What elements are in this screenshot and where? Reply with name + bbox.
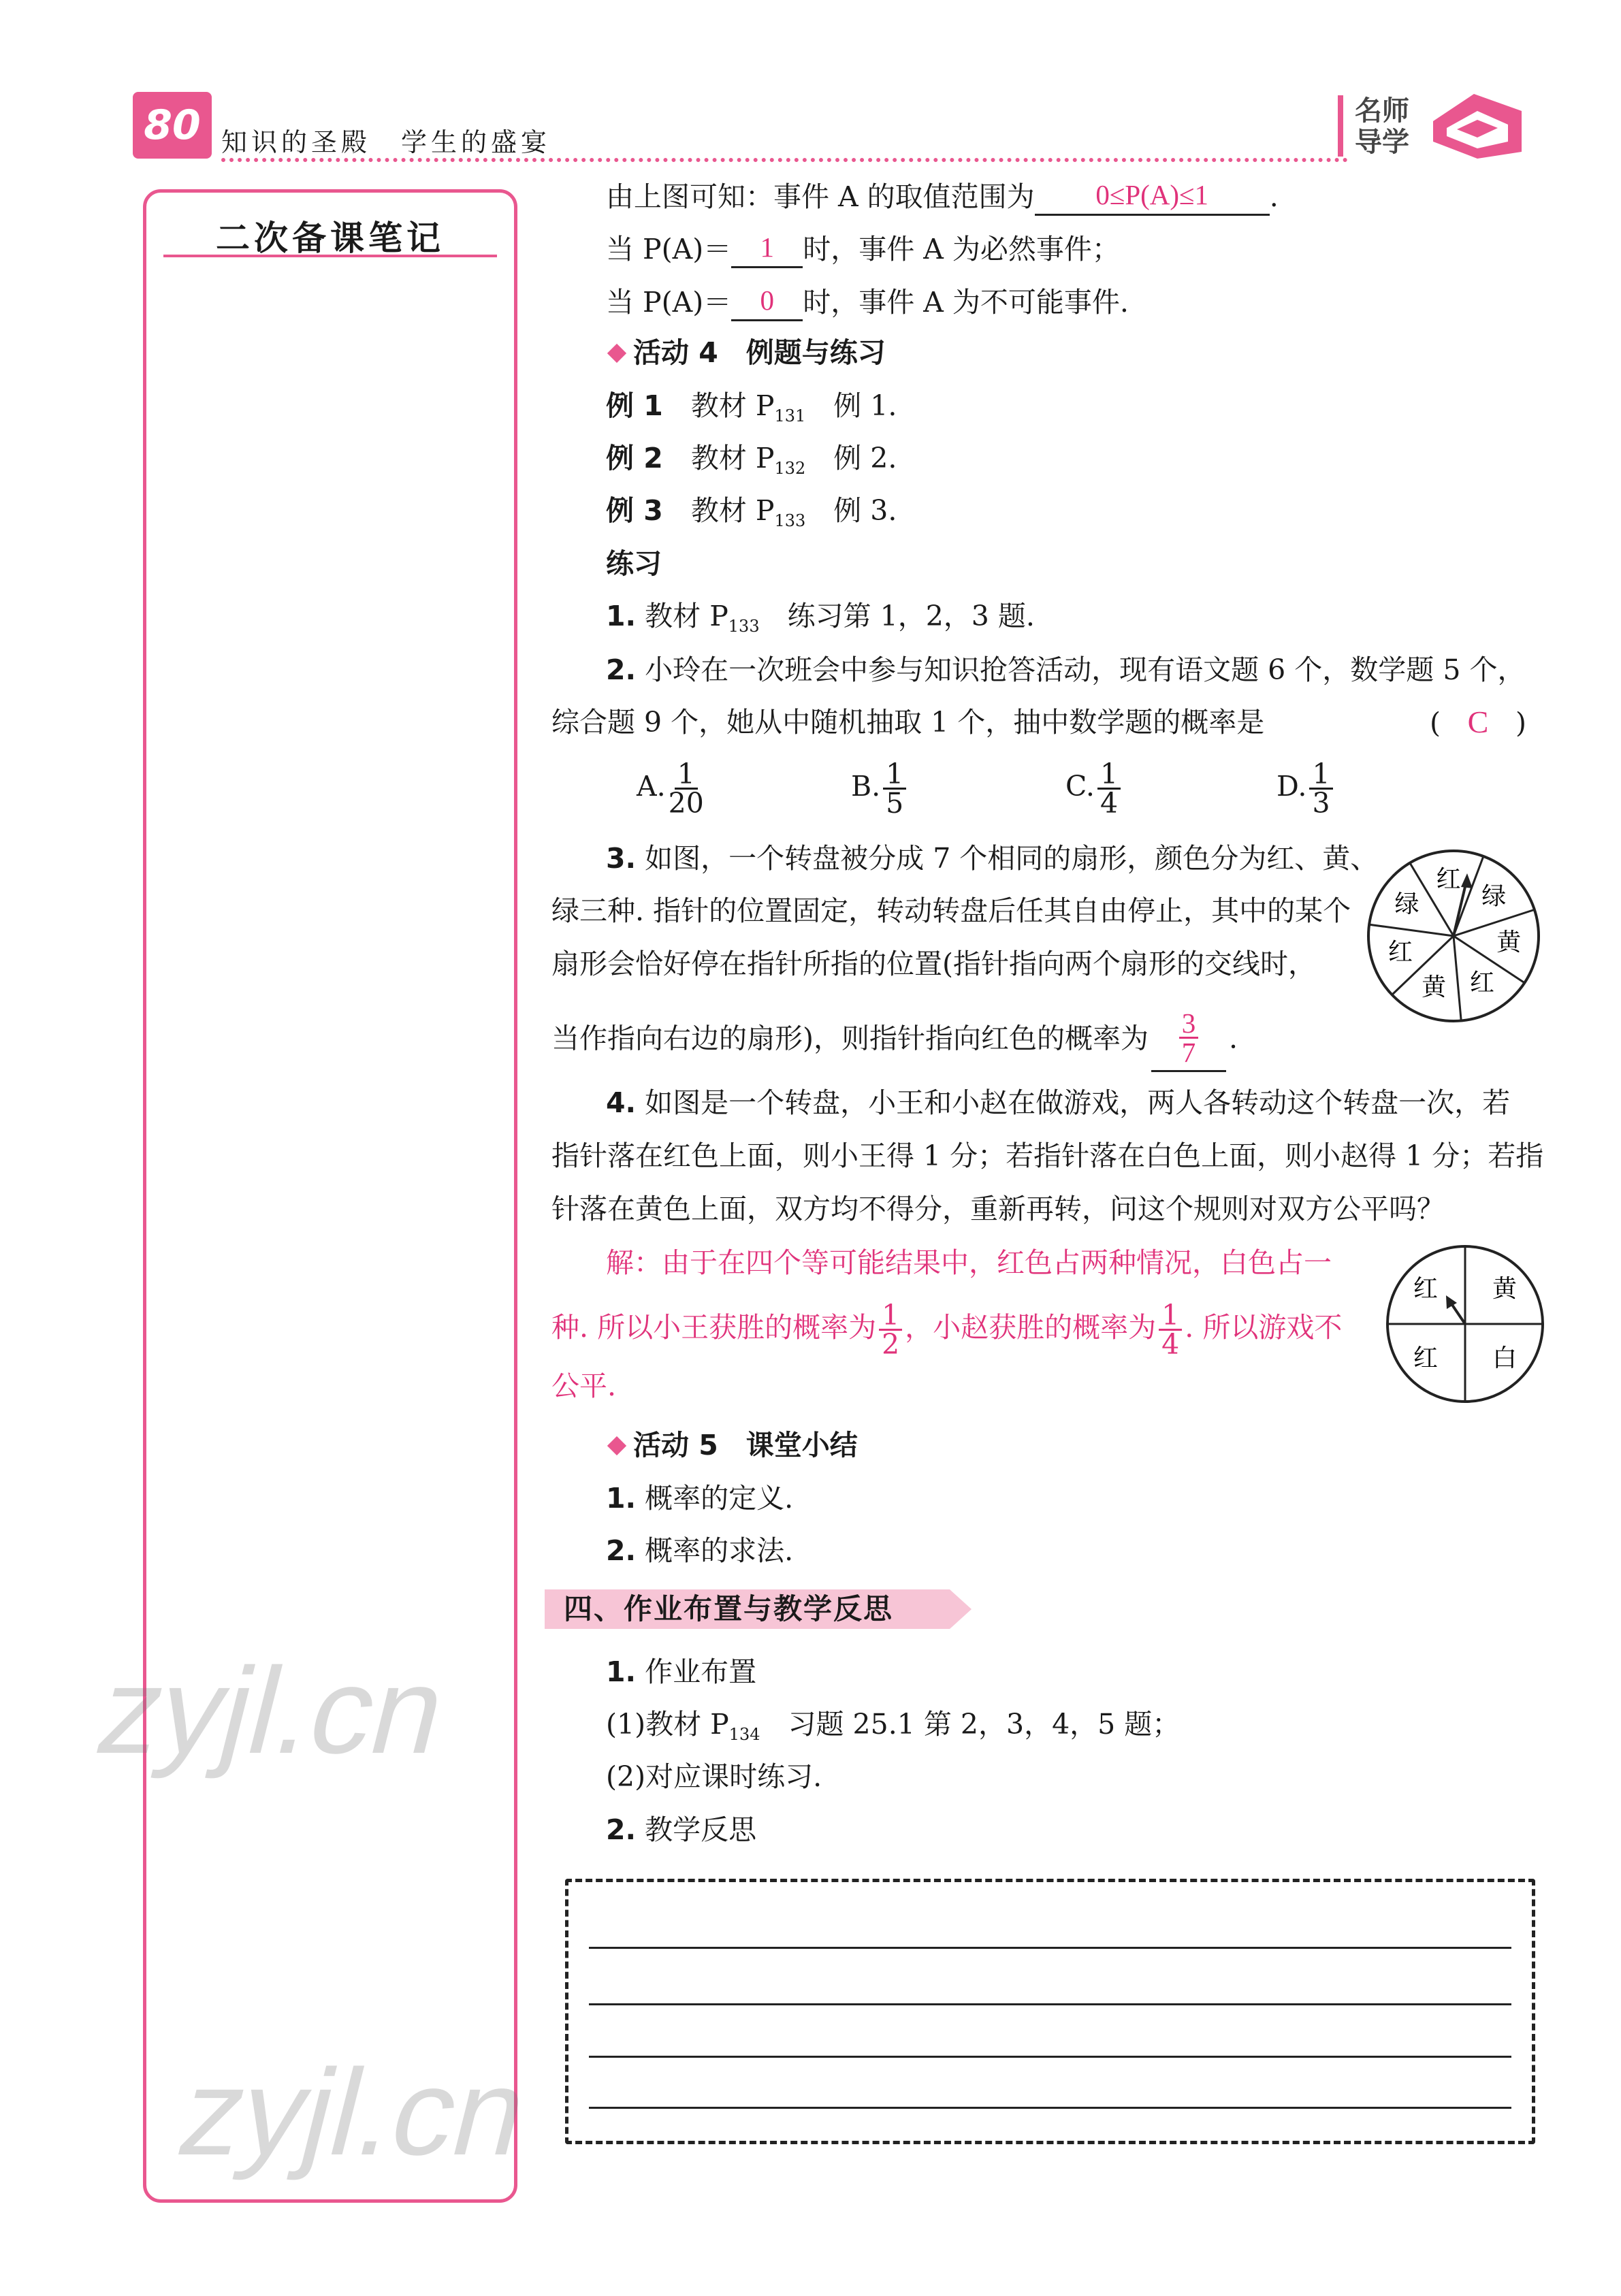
question-3-line-3: 扇形会恰好停在指针所指的位置(指针指向两个扇形的交线时， bbox=[551, 948, 1316, 980]
sector-label: 红 bbox=[1436, 865, 1461, 894]
question-4-line-1: 4. 如图是一个转盘，小王和小赵在做游戏，两人各转动这个转盘一次，若 bbox=[606, 1086, 1511, 1119]
option-b: B. $\frac{1}{5}$ bbox=[851, 756, 909, 817]
sidebar-title-underline bbox=[163, 255, 497, 257]
reflection-heading: 2. 教学反思 bbox=[606, 1813, 757, 1846]
example-3: 例 3 教材 $P_{133}$ 例 3. bbox=[606, 494, 897, 531]
question-4-line-2: 指针落在红色上面，则小王得 1 分；若指针落在白色上面，则小赵得 1 分；若指 bbox=[551, 1139, 1544, 1172]
example-2: 例 2 教材 $P_{132}$ 例 2. bbox=[606, 442, 897, 479]
range-line: 由上图可知：事件 A 的取值范围为 0≤P(A)≤1 . bbox=[606, 176, 1279, 216]
diamond-bullet-icon bbox=[607, 1436, 626, 1455]
question-2-answer: ( C ) bbox=[1430, 705, 1526, 739]
sector-label: 黄 bbox=[1422, 973, 1447, 1001]
sector-label: 黄 bbox=[1492, 1275, 1518, 1303]
ruled-line bbox=[589, 1947, 1511, 1949]
option-a: A. $\frac{1}{20}$ bbox=[637, 758, 704, 820]
page-number: 80 bbox=[133, 92, 212, 159]
sector-label: 绿 bbox=[1481, 882, 1507, 911]
spinner-7-sectors bbox=[1365, 847, 1542, 1024]
sidebar-title: 二次备课笔记 bbox=[216, 219, 445, 258]
section-4-title: 四、作业布置与教学反思 bbox=[564, 1592, 894, 1626]
question-1: 1. 教材 $P_{133}$ 练习第 1，2，3 题. bbox=[606, 600, 1035, 636]
sector-label: 黄 bbox=[1496, 928, 1522, 957]
diamond-bullet-icon bbox=[607, 344, 626, 363]
sector-label: 红 bbox=[1413, 1275, 1439, 1303]
option-d: D. $\frac{1}{3}$ bbox=[1277, 756, 1336, 817]
solution-line-3: 公平. bbox=[551, 1370, 617, 1402]
notes-sidebar bbox=[143, 189, 517, 2203]
section-4-banner bbox=[545, 1589, 950, 1629]
ruled-line bbox=[589, 2056, 1511, 2058]
question-3-line-1: 3. 如图，一个转盘被分成 7 个相同的扇形，颜色分为红、黄、 bbox=[606, 842, 1379, 875]
ruled-line bbox=[589, 2003, 1511, 2005]
solution-line-2: 种. 所以小王获胜的概率为 $\frac{1}{2}$ ，小赵获胜的概率为 $\frac{1}{4}$ . 所以游戏不 bbox=[551, 1299, 1343, 1361]
question-3-line-2: 绿三种. 指针的位置固定，转动转盘后任其自由停止，其中的某个 bbox=[551, 894, 1351, 927]
solution-line-1: 解：由于在四个等可能结果中，红色占两种情况，白色占一 bbox=[606, 1246, 1332, 1279]
header-slogan: 知识的圣殿 学生的盛宴 bbox=[221, 127, 551, 157]
answer-range: 0≤P(A)≤1 bbox=[1035, 176, 1270, 216]
question-2-line-2: 综合题 9 个，她从中随机抽取 1 个，抽中数学题的概率是 bbox=[551, 706, 1265, 739]
header-dotted-rule bbox=[221, 158, 1348, 162]
activity-5-heading: 活动 5 课堂小结 bbox=[606, 1426, 858, 1464]
question-4-line-3: 针落在黄色上面，双方均不得分，重新再转，问这个规则对双方公平吗？ bbox=[551, 1193, 1445, 1225]
answer-certain: 1 bbox=[731, 228, 803, 268]
sector-label: 红 bbox=[1470, 969, 1495, 997]
answer-q3: $\frac{3}{7}$ bbox=[1151, 1009, 1226, 1072]
certain-event-line: 当 P(A)＝ 1 时，事件 A 为必然事件； bbox=[606, 228, 1120, 268]
sector-label: 绿 bbox=[1394, 890, 1419, 918]
watermark: zyjl.cn bbox=[84, 1643, 460, 1779]
question-2-line-1: 2. 小玲在一次班会中参与知识抢答活动，现有语文题 6 个，数学题 5 个， bbox=[606, 653, 1526, 686]
sector-label: 红 bbox=[1388, 938, 1413, 967]
practice-heading: 练习 bbox=[606, 547, 662, 580]
spinner-4-sectors bbox=[1383, 1242, 1547, 1406]
homework-heading: 1. 作业布置 bbox=[606, 1655, 757, 1688]
sector-label: 红 bbox=[1413, 1344, 1439, 1372]
summary-item-2: 2. 概率的求法. bbox=[606, 1534, 794, 1567]
question-3-line-4: 当作指向右边的扇形)，则指针指向红色的概率为 $\frac{3}{7}$ . bbox=[551, 1009, 1238, 1072]
activity-4-heading: 活动 4 例题与练习 bbox=[606, 334, 886, 372]
header-divider bbox=[1338, 95, 1343, 157]
ruled-line bbox=[589, 2107, 1511, 2109]
homework-item-1: (1)教材 $P_{134}$ 习题 25.1 第 2，3，4，5 题； bbox=[606, 1708, 1181, 1745]
option-c: C. $\frac{1}{4}$ bbox=[1065, 756, 1123, 817]
sector-label: 白 bbox=[1492, 1344, 1518, 1372]
brand-logo-icon bbox=[1426, 87, 1528, 162]
summary-item-1: 1. 概率的定义. bbox=[606, 1482, 794, 1515]
reflection-writing-box[interactable] bbox=[565, 1879, 1535, 2144]
homework-item-2: (2)对应课时练习. bbox=[606, 1760, 822, 1793]
impossible-event-line: 当 P(A)＝ 0 时，事件 A 为不可能事件. bbox=[606, 281, 1129, 321]
brand-name: 名师 导学 bbox=[1355, 95, 1409, 158]
watermark: zyjl.cn bbox=[166, 2044, 542, 2181]
example-1: 例 1 教材 $P_{131}$ 例 1. bbox=[606, 389, 897, 426]
answer-impossible: 0 bbox=[731, 281, 803, 321]
